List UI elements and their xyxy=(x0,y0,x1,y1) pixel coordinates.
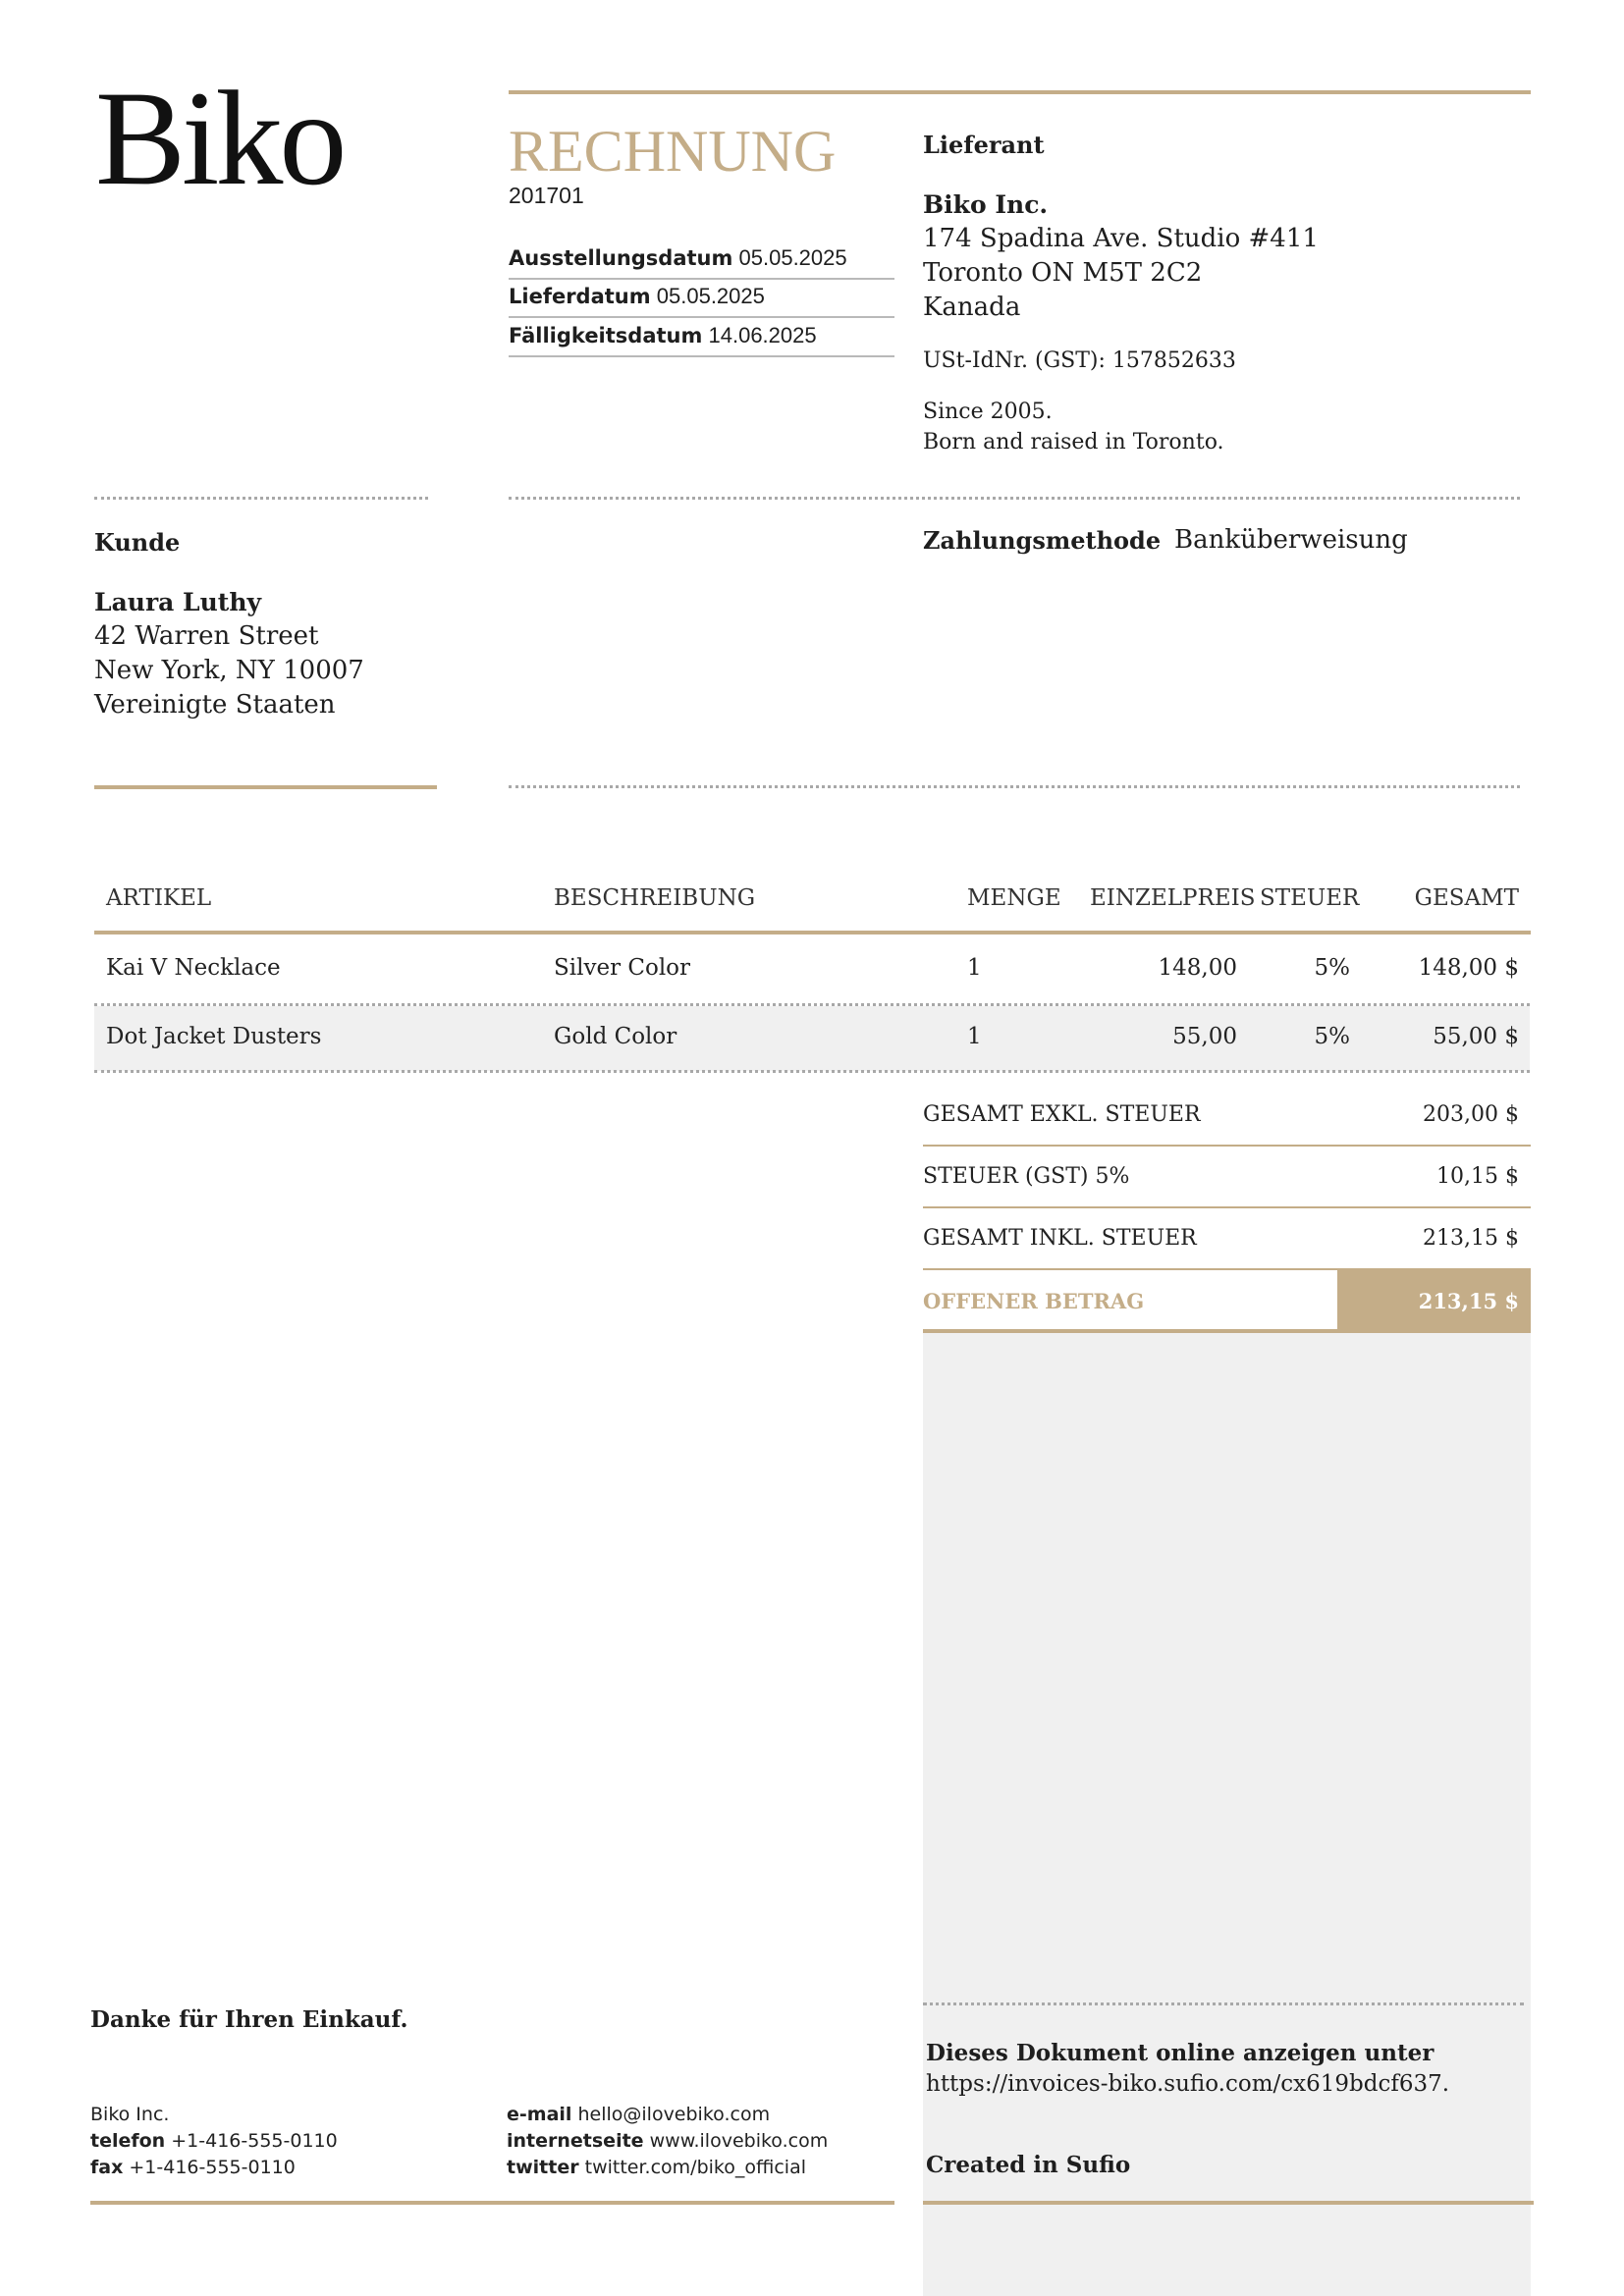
delivery-date-row xyxy=(509,284,765,309)
tax-value: 10,15 $ xyxy=(1436,1164,1519,1189)
issue-date-label: Ausstellungsdatum xyxy=(509,246,733,270)
row2-item: Dot Jacket Dusters xyxy=(106,1024,322,1049)
row2-unit-price: 55,00 xyxy=(1172,1024,1237,1049)
col-header-unit-price: EINZELPREIS xyxy=(1090,885,1256,911)
footer-company-block xyxy=(90,2102,338,2181)
footer-twitter[interactable]: twitter.com/biko_official xyxy=(584,2157,806,2178)
issue-date-row xyxy=(509,245,847,271)
footer-phone-label: telefon xyxy=(90,2130,166,2152)
delivery-date-label: Lieferdatum xyxy=(509,285,651,308)
col-header-item: ARTIKEL xyxy=(106,885,212,911)
payment-label: Zahlungsmethode xyxy=(923,526,1162,555)
row1-tax: 5% xyxy=(1314,955,1350,981)
footer-fax-label: fax xyxy=(90,2157,124,2178)
supplier-city: Toronto ON M5T 2C2 xyxy=(923,258,1203,288)
header-rule xyxy=(509,90,1531,94)
tax-label: STEUER (GST) 5% xyxy=(923,1164,1130,1189)
panel-divider xyxy=(923,2002,1524,2005)
customer-city: New York, NY 10007 xyxy=(94,656,364,685)
footer-rule xyxy=(90,2201,894,2205)
due-date-row xyxy=(509,323,817,348)
row2-qty: 1 xyxy=(967,1024,982,1049)
issue-date-value: 05.05.2025 xyxy=(738,245,847,270)
footer-fax: +1-416-555-0110 xyxy=(129,2157,296,2178)
amount-due-label: OFFENER BETRAG xyxy=(923,1289,1145,1313)
footer-email-line xyxy=(507,2102,828,2128)
supplier-name: Biko Inc. xyxy=(923,190,1049,219)
row1-description: Silver Color xyxy=(554,955,691,981)
footer-twitter-line xyxy=(507,2155,828,2181)
supplier-street: 174 Spadina Ave. Studio #411 xyxy=(923,224,1319,253)
table-header-rule xyxy=(94,931,1531,934)
col-header-tax: STEUER xyxy=(1260,885,1360,911)
created-in-sufio: Created in Sufio xyxy=(926,2152,1131,2178)
col-header-qty: MENGE xyxy=(967,885,1061,911)
section-divider xyxy=(509,785,1520,788)
thank-you-note: Danke für Ihren Einkauf. xyxy=(90,2006,408,2033)
online-view-link[interactable]: https://invoices-biko.sufio.com/cx619bdcf637. xyxy=(926,2071,1450,2097)
footer-twitter-label: twitter xyxy=(507,2157,579,2178)
footer-phone-line xyxy=(90,2128,338,2155)
totals-divider xyxy=(923,1206,1531,1208)
panel-rule xyxy=(923,2201,1534,2205)
total-label: GESAMT INKL. STEUER xyxy=(923,1226,1197,1251)
row1-unit-price: 148,00 xyxy=(1158,955,1237,981)
due-date-value: 14.06.2025 xyxy=(708,323,817,347)
row1-qty: 1 xyxy=(967,955,982,981)
customer-country: Vereinigte Staaten xyxy=(94,690,336,720)
subtotal-value: 203,00 $ xyxy=(1423,1102,1519,1127)
footer-web-label: internetseite xyxy=(507,2130,644,2152)
online-view-label: Dieses Dokument online anzeigen unter xyxy=(926,2040,1435,2066)
totals-divider xyxy=(923,1145,1531,1147)
customer-street: 42 Warren Street xyxy=(94,621,319,651)
row2-tax: 5% xyxy=(1314,1024,1350,1049)
customer-heading: Kunde xyxy=(94,528,181,557)
footer-email-label: e-mail xyxy=(507,2104,572,2125)
invoice-title: RECHNUNG xyxy=(509,119,837,184)
customer-name: Laura Luthy xyxy=(94,588,262,616)
col-header-description: BESCHREIBUNG xyxy=(554,885,756,911)
footer-email[interactable]: hello@ilovebiko.com xyxy=(577,2104,771,2125)
footer-web[interactable]: www.ilovebiko.com xyxy=(649,2130,829,2152)
amount-due-value: 213,15 $ xyxy=(1418,1289,1519,1313)
footer-contact-block xyxy=(507,2102,828,2181)
customer-rule xyxy=(94,785,437,789)
footer-web-line xyxy=(507,2128,828,2155)
date-divider xyxy=(509,278,894,280)
col-header-total: GESAMT xyxy=(1414,885,1519,911)
row1-item: Kai V Necklace xyxy=(106,955,281,981)
invoice-number: 201701 xyxy=(509,183,584,208)
row-divider xyxy=(94,1070,1530,1073)
row2-description: Gold Color xyxy=(554,1024,677,1049)
supplier-tagline: Born and raised in Toronto. xyxy=(923,430,1224,454)
payment-method: Banküberweisung xyxy=(1174,525,1408,555)
due-date-label: Fälligkeitsdatum xyxy=(509,324,703,347)
footer-fax-line xyxy=(90,2155,338,2181)
company-logo: Biko xyxy=(95,63,344,213)
date-divider xyxy=(509,355,894,357)
supplier-heading: Lieferant xyxy=(923,131,1045,159)
subtotal-label: GESAMT EXKL. STEUER xyxy=(923,1102,1201,1127)
footer-company: Biko Inc. xyxy=(90,2104,170,2125)
supplier-tagline: Since 2005. xyxy=(923,400,1053,424)
date-divider xyxy=(509,316,894,318)
section-divider xyxy=(509,497,1520,500)
total-value: 213,15 $ xyxy=(1423,1226,1519,1251)
row1-total: 148,00 $ xyxy=(1418,955,1519,981)
section-divider xyxy=(94,497,428,500)
supplier-tax-id: USt-IdNr. (GST): 157852633 xyxy=(923,348,1236,373)
delivery-date-value: 05.05.2025 xyxy=(656,284,765,308)
row2-total: 55,00 $ xyxy=(1433,1024,1519,1049)
supplier-country: Kanada xyxy=(923,293,1021,322)
footer-phone: +1-416-555-0110 xyxy=(171,2130,338,2152)
